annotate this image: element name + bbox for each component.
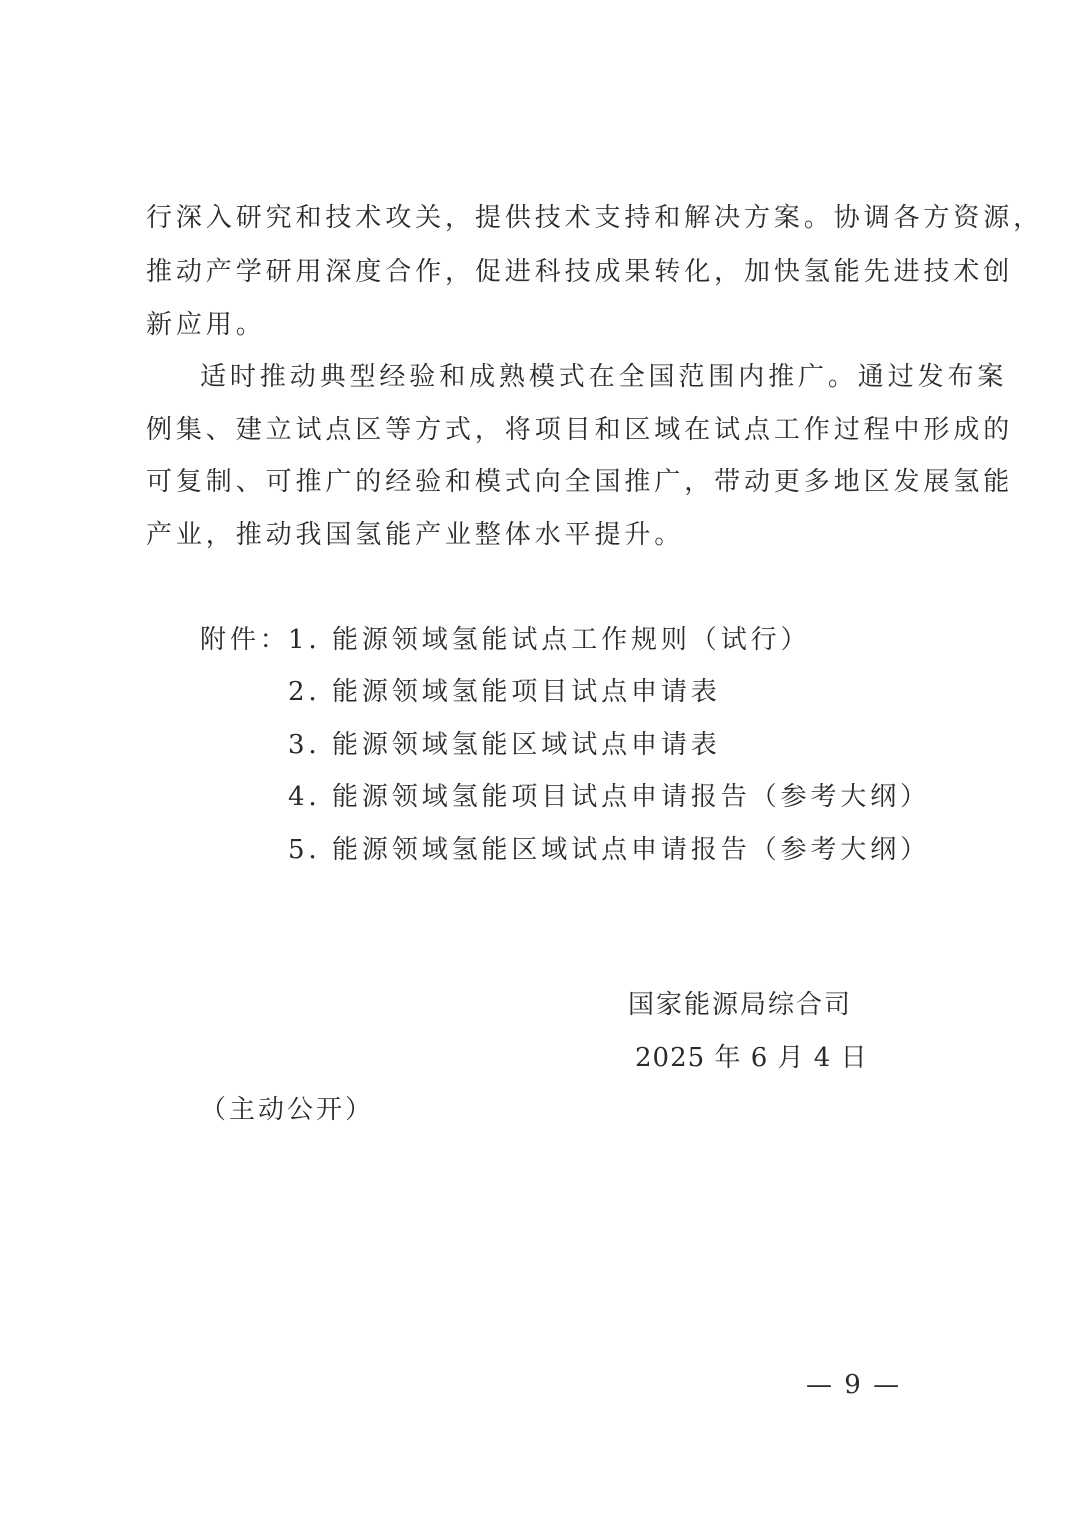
attachment-title-5: 能源领域氢能区域试点申请报告（参考大纲）: [332, 835, 931, 865]
issuer-name: 国家能源局综合司: [628, 990, 853, 1020]
issue-date: 2025 年 6 月 4 日: [635, 1043, 868, 1073]
attachments-label: 附件：: [200, 625, 290, 655]
body-line-7: 产业，推动我国氢能产业整体水平提升。: [146, 520, 685, 550]
attachment-title-3: 能源领域氢能区域试点申请表: [332, 730, 721, 760]
body-line-6: 可复制、可推广的经验和模式向全国推广，带动更多地区发展氢能: [146, 467, 1014, 497]
attachment-number-1: 1．: [288, 625, 339, 655]
attachment-title-1: 能源领域氢能试点工作规则（试行）: [332, 625, 811, 655]
page-number: — 9 —: [806, 1370, 902, 1400]
body-line-4: 适时推动典型经验和成熟模式在全国范围内推广。通过发布案: [200, 362, 1008, 392]
attachment-number-4: 4．: [288, 782, 339, 812]
attachment-number-3: 3．: [288, 730, 339, 760]
attachment-number-5: 5．: [288, 835, 339, 865]
attachment-number-2: 2．: [288, 677, 339, 707]
disclosure-note: （主动公开）: [200, 1095, 375, 1125]
body-line-5: 例集、建立试点区等方式，将项目和区域在试点工作过程中形成的: [146, 415, 1014, 445]
attachment-title-2: 能源领域氢能项目试点申请表: [332, 677, 721, 707]
body-line-3: 新应用。: [146, 310, 266, 340]
body-line-2: 推动产学研用深度合作，促进科技成果转化，加快氢能先进技术创: [146, 257, 1014, 287]
body-line-1: 行深入研究和技术攻关，提供技术支持和解决方案。协调各方资源，: [146, 203, 1044, 233]
attachment-title-4: 能源领域氢能项目试点申请报告（参考大纲）: [332, 782, 931, 812]
